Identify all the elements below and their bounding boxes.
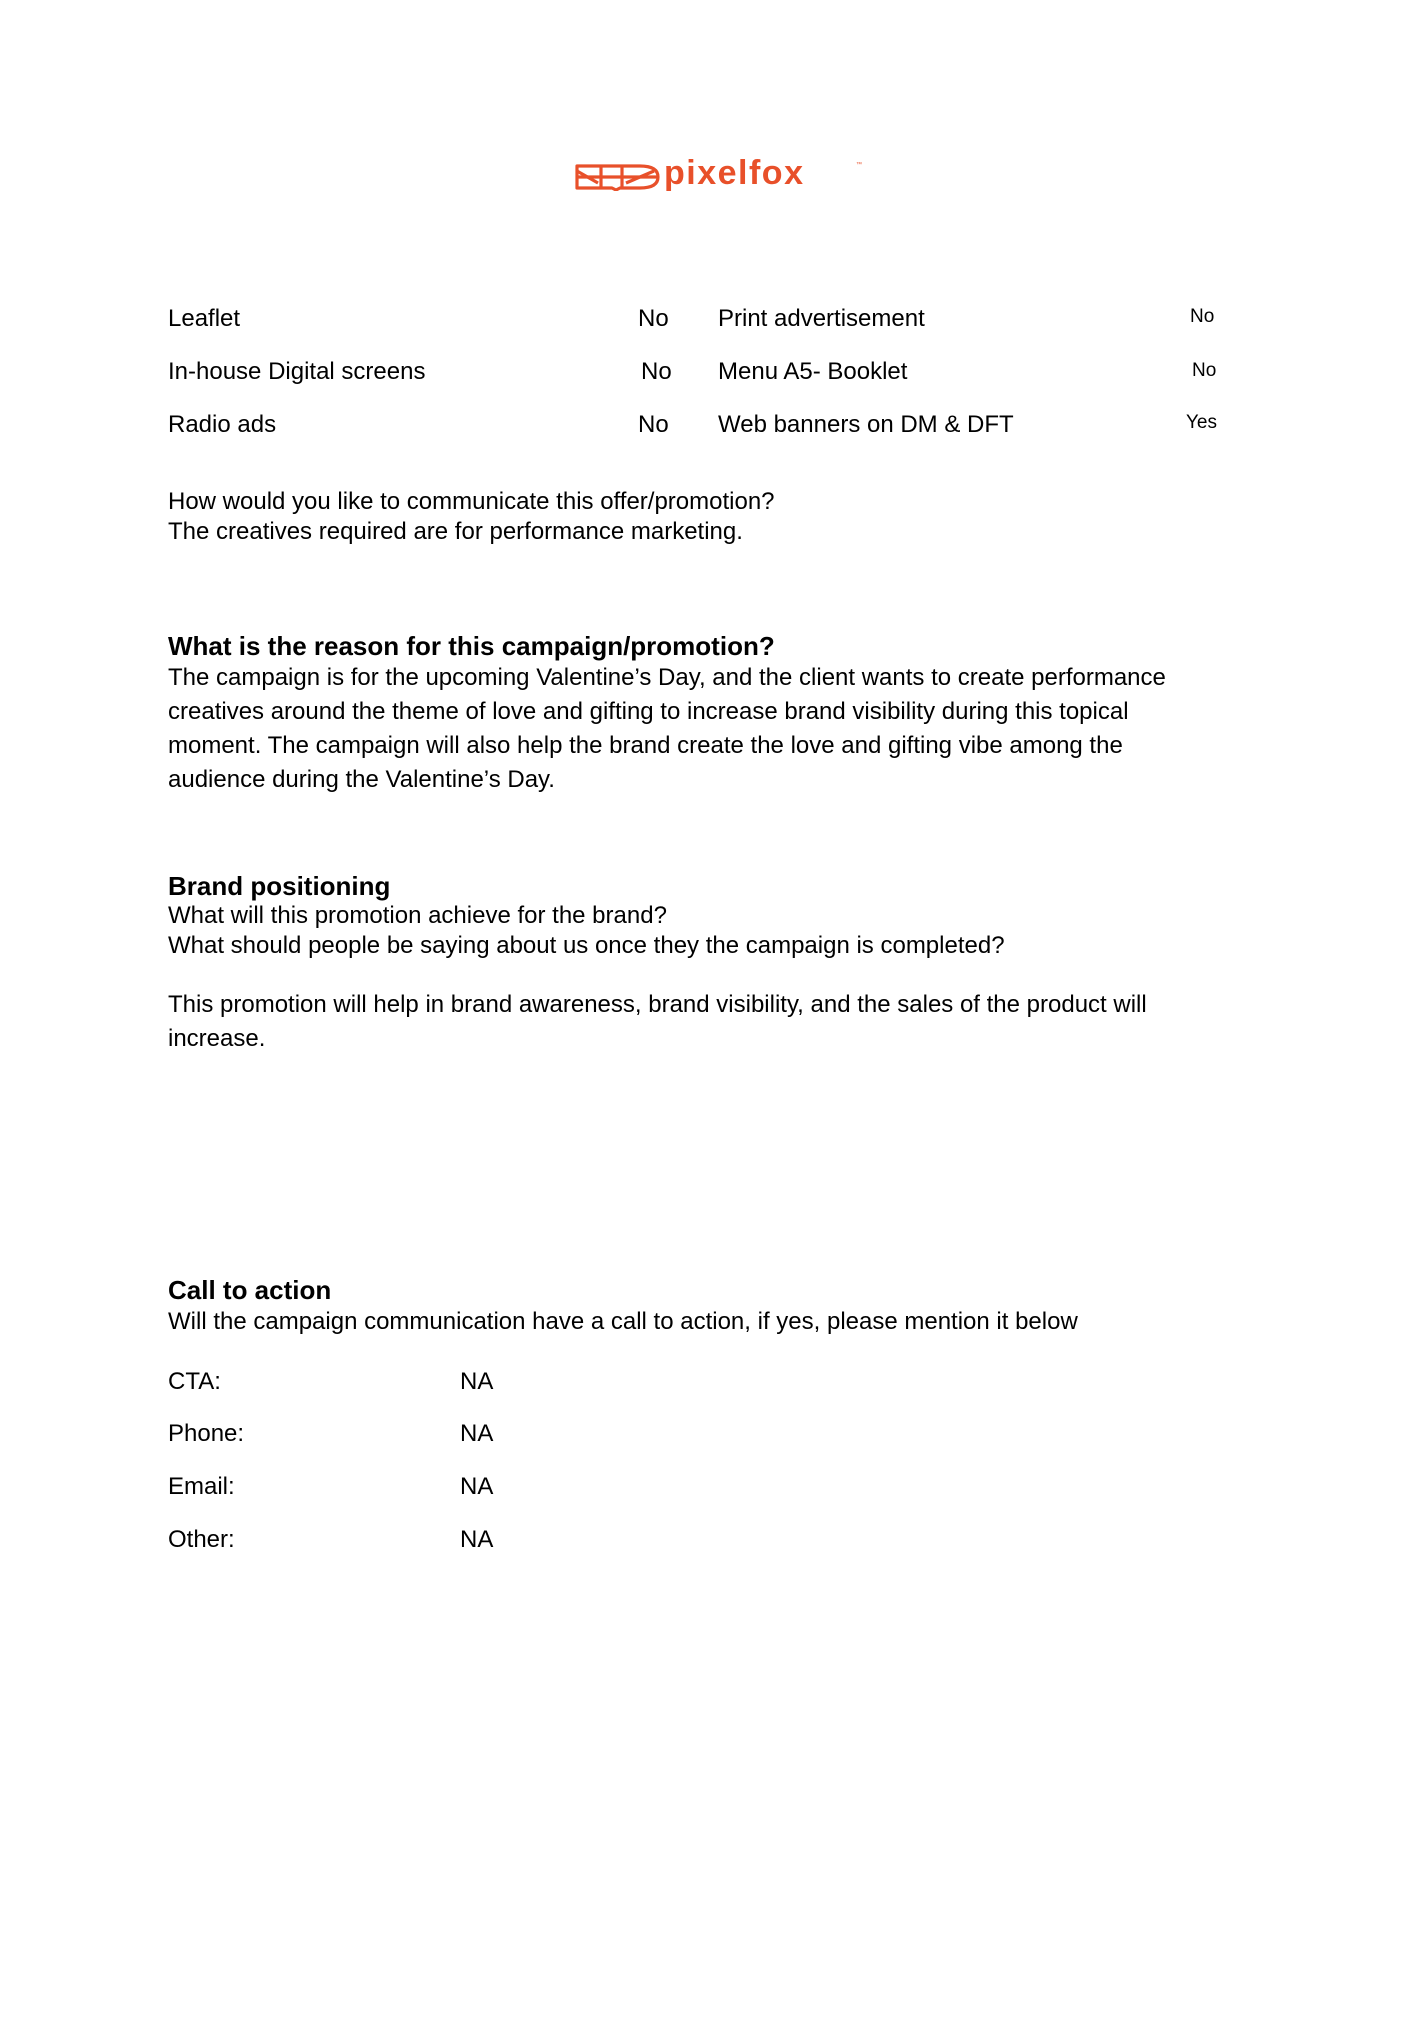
other-label: Other: bbox=[168, 1526, 235, 1553]
positioning-question-1: What will this promotion achieve for the brand? bbox=[168, 902, 667, 929]
brand-wordmark: pixelfox bbox=[664, 154, 805, 192]
pixelfox-logo bbox=[574, 154, 874, 194]
phone-value: NA bbox=[460, 1420, 494, 1447]
cta-heading: Call to action bbox=[168, 1275, 332, 1305]
media-value-print-ad: No bbox=[1190, 306, 1215, 327]
cta-value: NA bbox=[460, 1368, 494, 1395]
positioning-answer-line: This promotion will help in brand awareness, brand visibility, and the sales of the product will bbox=[168, 991, 1147, 1018]
positioning-question-2: What should people be saying about us once they the campaign is completed? bbox=[168, 932, 1005, 959]
email-value: NA bbox=[460, 1473, 494, 1500]
reason-line: creatives around the theme of love and gifting to increase brand visibility during this topical bbox=[168, 698, 1129, 725]
media-value-web-banners: Yes bbox=[1186, 412, 1217, 433]
email-label: Email: bbox=[168, 1473, 235, 1500]
media-label-leaflet: Leaflet bbox=[168, 305, 241, 332]
reason-line: The campaign is for the upcoming Valentine’s Day, and the client wants to create performance bbox=[168, 664, 1166, 691]
reason-line: moment. The campaign will also help the brand create the love and gifting vibe among the bbox=[168, 732, 1123, 759]
reason-heading: What is the reason for this campaign/promotion? bbox=[168, 631, 775, 661]
other-value: NA bbox=[460, 1526, 494, 1553]
positioning-heading: Brand positioning bbox=[168, 871, 391, 901]
communicate-answer: The creatives required are for performance marketing. bbox=[168, 518, 743, 545]
media-label-web-banners: Web banners on DM & DFT bbox=[718, 411, 1014, 438]
cta-subtitle: Will the campaign communication have a call to action, if yes, please mention it below bbox=[168, 1308, 1078, 1335]
media-label-digital-screens: In-house Digital screens bbox=[168, 358, 426, 385]
pixelfox-logo-icon bbox=[574, 163, 660, 191]
reason-line: audience during the Valentine’s Day. bbox=[168, 766, 555, 793]
media-label-radio-ads: Radio ads bbox=[168, 411, 277, 438]
cta-label: CTA: bbox=[168, 1368, 221, 1395]
communicate-question: How would you like to communicate this offer/promotion? bbox=[168, 488, 775, 515]
media-value-leaflet: No bbox=[638, 305, 669, 332]
media-label-menu-booklet: Menu A5- Booklet bbox=[718, 358, 908, 385]
phone-label: Phone: bbox=[168, 1420, 245, 1447]
media-value-digital-screens: No bbox=[641, 358, 672, 385]
positioning-answer-line: increase. bbox=[168, 1025, 266, 1052]
media-value-menu-booklet: No bbox=[1192, 360, 1217, 381]
media-label-print-ad: Print advertisement bbox=[718, 305, 925, 332]
media-value-radio-ads: No bbox=[638, 411, 669, 438]
trademark-symbol: ™ bbox=[856, 162, 862, 168]
